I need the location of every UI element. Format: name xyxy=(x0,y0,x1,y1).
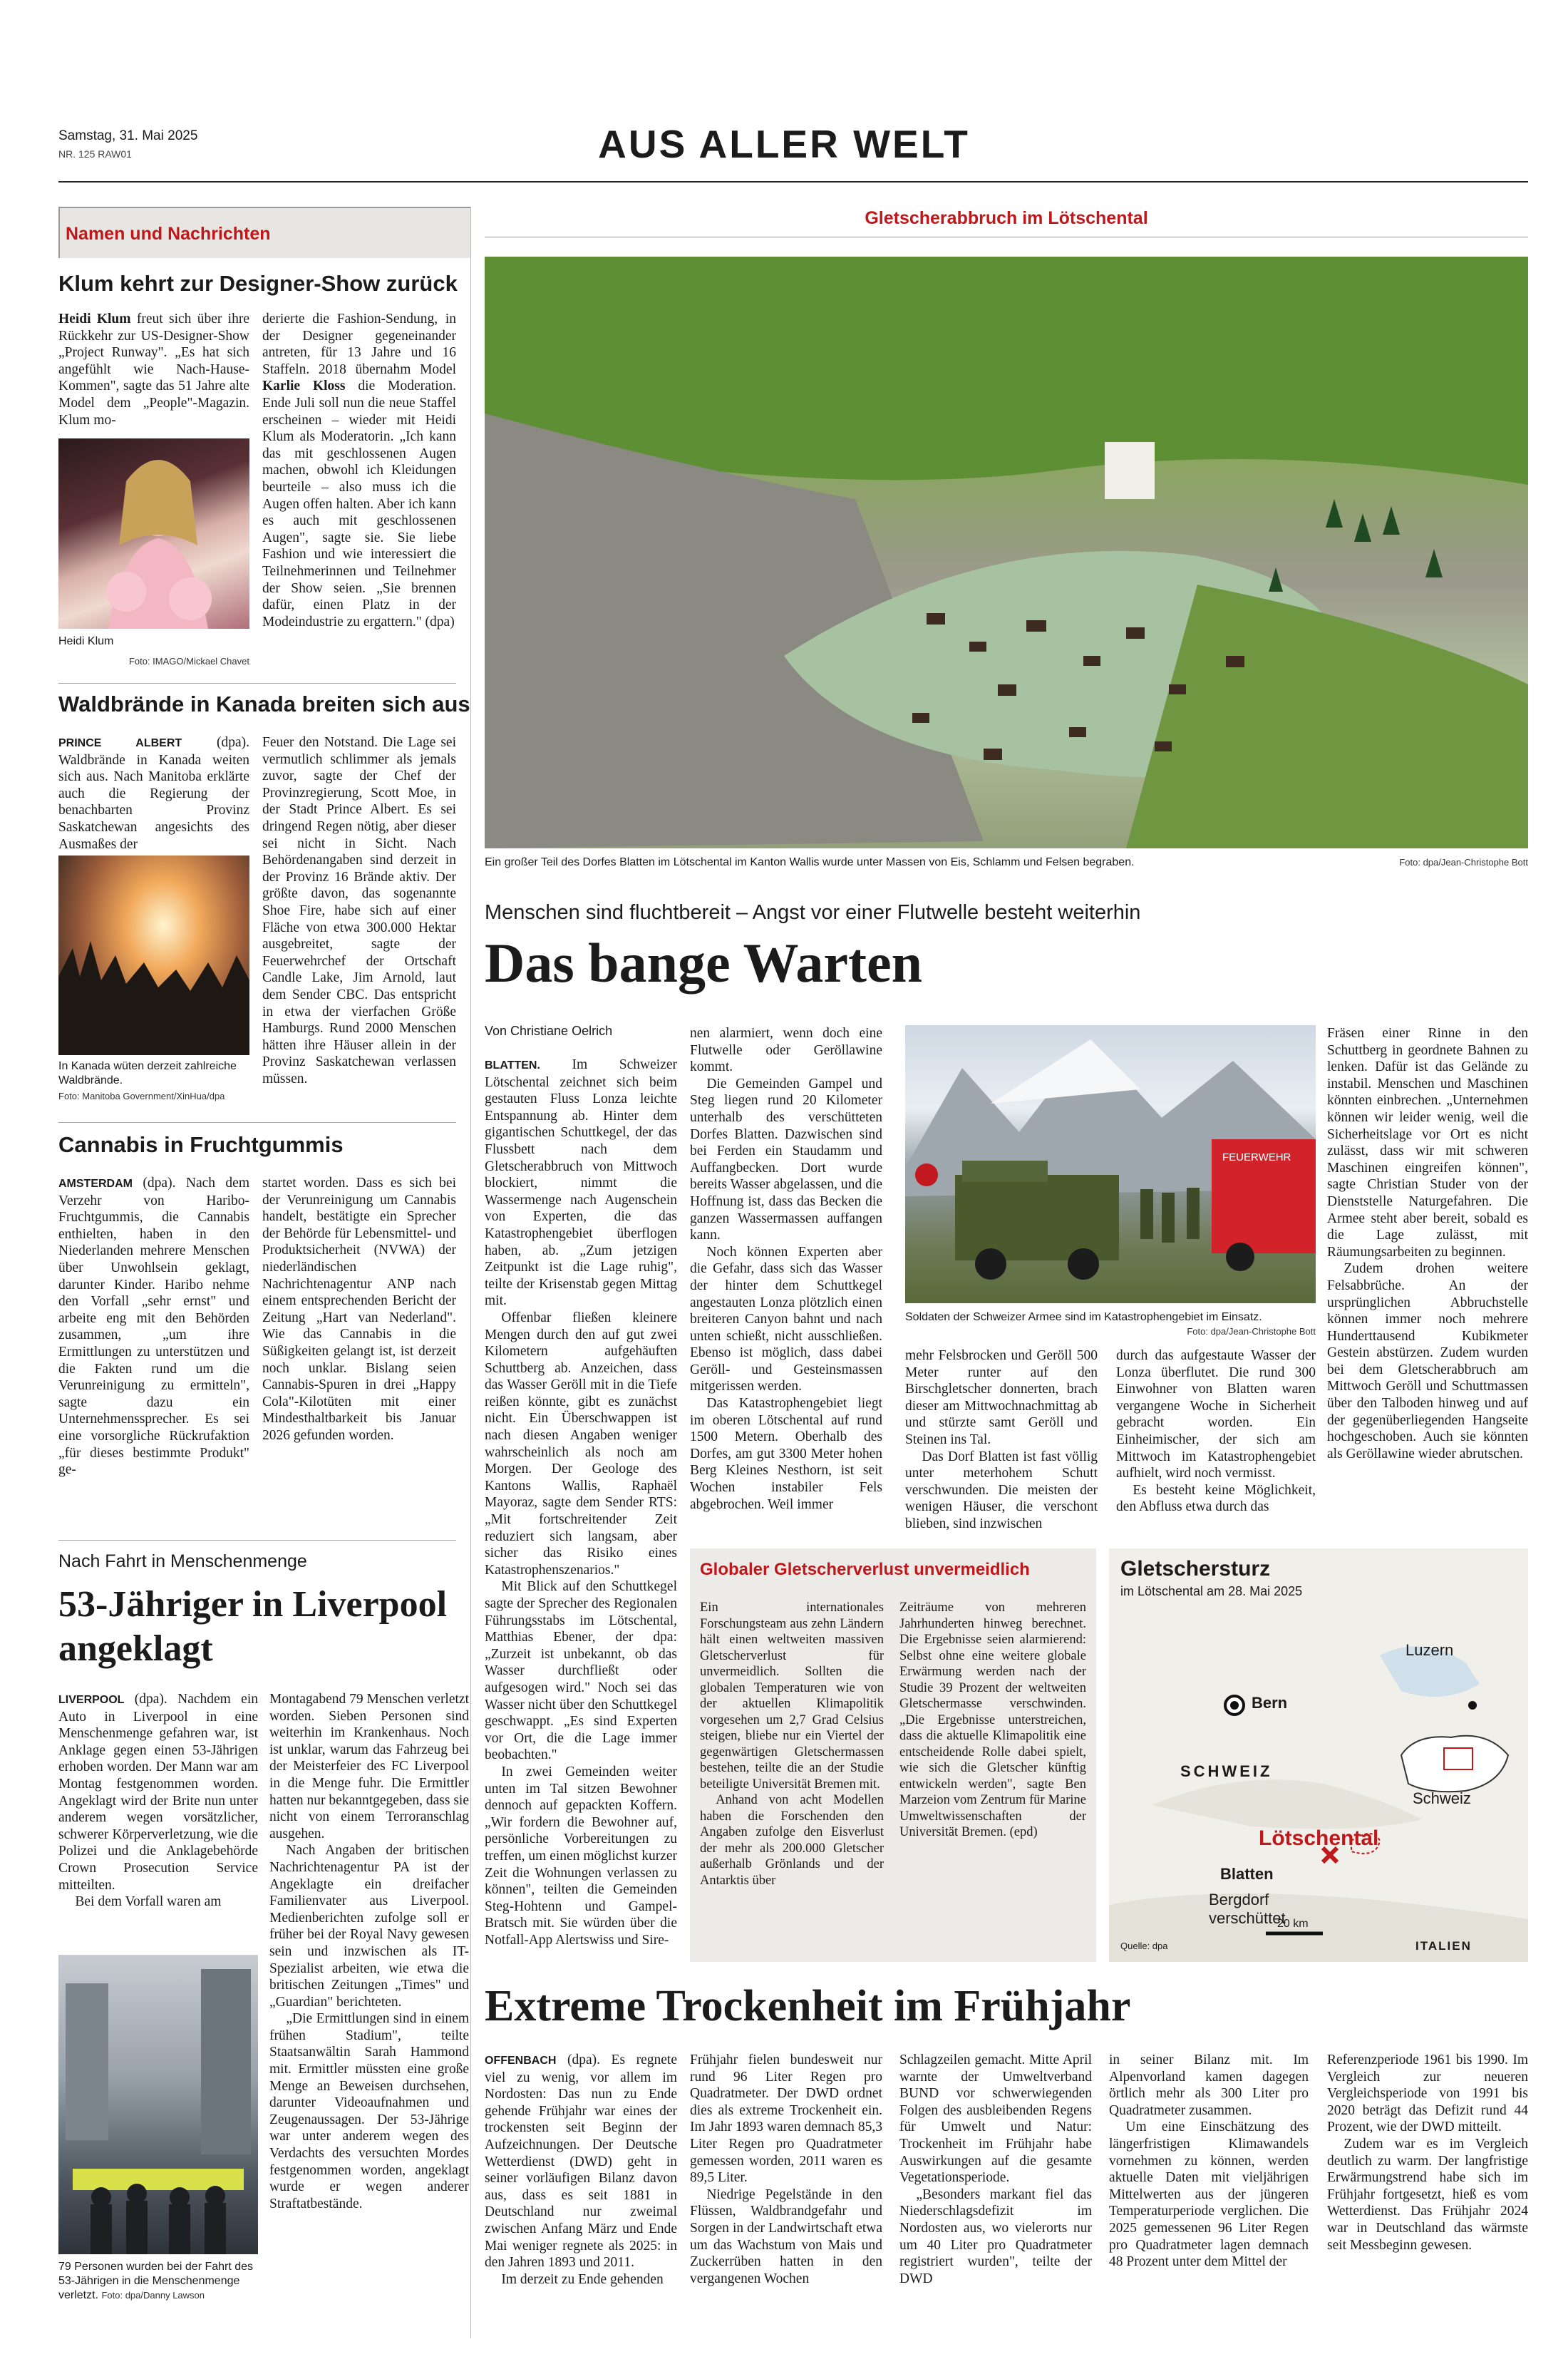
map-source: Quelle: dpa xyxy=(1120,1941,1168,1951)
kanada-headline: Waldbrände in Kanada breiten sich aus xyxy=(58,692,470,716)
cannabis-headline: Cannabis in Fruchtgummis xyxy=(58,1132,344,1157)
flooded-village xyxy=(485,257,1528,848)
klum-credit: Foto: IMAGO/Mickael Chavet xyxy=(128,656,249,667)
liverpool-headline: 53-Jähriger in Liverpool angeklagt xyxy=(58,1584,448,1669)
edition-number: NR. 125 RAW01 xyxy=(58,148,132,160)
liverpool-scene xyxy=(58,1955,258,2254)
info-box-col1: Ein internationales Forschungsteam aus zehn Ländern hält einen weltweiten massiven Gletscherverlust für unvermeidlich. Sollten die globalen Temperaturen wie von der aktuellen Klimapolitik vorgesehen um 2,7 Grad Celsius steigen, bliebe nur ein Viertel der gegenwärtigen Gletschermassen bestehen, teilte die an der Studie beteiligte Universität Bremen mit. Anhand von acht Modellen haben die Forschenden den Angaben zufolge den Eisverlust der mehr als 200.000 Gletscher außerhalb Grönlands und der Antarktis über xyxy=(700,1600,884,1888)
section-label-box xyxy=(58,207,470,258)
divider xyxy=(58,683,456,684)
main-headline: Das bange Warten xyxy=(485,932,922,994)
map-canvas xyxy=(1109,1605,1528,1962)
army-scene xyxy=(905,1025,1316,1303)
main-text-col4: durch das aufgestaute Wasser der Lonza überflutet. Die rund 300 Einwohner von Blatten waren vergangene Woche in Sicherheit gebracht worden. Ein Einheimischer, der sich am Mittwoch im Katastrophengebiet aufhielt, wird noch vermisst. Es besteht keine Möglichkeit, den Abfluss etwa durch das xyxy=(1116,1348,1316,1515)
kanada-credit: Foto: Manitoba Government/XinHua/dpa xyxy=(58,1091,225,1101)
army-credit: Foto: dpa/Jean-Christophe Bott xyxy=(1187,1326,1316,1337)
section-label: Namen und Nachrichten xyxy=(66,224,271,244)
forest-silhouette xyxy=(58,855,249,1055)
kanada-text-col1: PRINCE ALBERT (dpa). Waldbrände in Kanada weiten sich aus. Nach Manitoba erklärte auch die Regierung der benachbarten Provinz Saskatchewan angesichts des Ausmaßes der xyxy=(58,735,249,852)
trocken-text-col2: Frühjahr fielen bundesweit nur rund 96 Liter Regen pro Quadratmeter. Der DWD ordnet dies als extreme Trockenheit ein. Im Jahr 1893 waren demnach 85,3 Liter Regen pro Quadratmeter gemessen worden, 2011 waren es 89,5 Liter. Niedrige Pegelstände in den Flüssen, Waldbrandgefahr und Sorgen in der Landwirtschaft etwa um das Wachstum von Mais und Zuckerrüben hatten in den vergangenen Wochen xyxy=(690,2052,882,2286)
map-label-luzern: Luzern xyxy=(1405,1641,1454,1659)
blatten-photo xyxy=(485,257,1528,848)
truck-label: FEUERWEHR xyxy=(1222,1151,1291,1163)
kanada-caption: In Kanada wüten derzeit zahlreiche Waldbrände. xyxy=(58,1060,237,1086)
klum-headline: Klum kehrt zur Designer-Show zurück xyxy=(58,271,458,296)
map-graphic xyxy=(1109,1548,1528,1962)
map-label-schweiz-inset: Schweiz xyxy=(1413,1789,1471,1807)
liverpool-text-col2: Montagabend 79 Menschen verletzt worden. Sieben Personen sind weiterhin im Krankenhaus. Noch ist unklar, warum das Fahrzeug bei der Meisterfeier des FC Liverpool in die Menge fuhr. Die Ermittler hatten nur bekanntgegeben, dass sie nicht von einem Terroranschlag ausgehen. Nach Angaben der britischen Nachrichtenagentur PA ist der Angeklagte ein dreifacher Familienvater aus Liverpool. Medienberichten zufolge soll er früher bei der Royal Navy gewesen sein und inzwischen als IT-Spezialist arbeiten, wie etwa die britischen Zeitungen „Times" und „Guardian" berichteten. „Die Ermittlungen sind in einem frühen Stadium", teilte Staatsanwältin Sarah Hammond mit. Ermittler müssten eine große Menge an Beweisen durchsehen, darunter Videoaufnahmen und Zeugenaussagen. Der 53-Jährige war unter anderem wegen des Verdachts des versuchten Mordes festgenommen worden, angeklagt wurde er wegen anderer Straftatbestände. xyxy=(269,1692,469,2211)
klum-figure xyxy=(58,438,249,629)
main-text-col1: BLATTEN. Im Schweizer Lötschental zeichnet sich beim gestauten Fluss Lonza leichte Entspannung ab. Hinter dem gigantischen Schuttkegel, der das Flussbett nach dem Gletscherabbruch von Mittwoch blockiert, nimmt die Wassermenge nach Augenschein von Experten, die das Katastrophengebiet überflogen haben, ab. „Zum jetzigen Zeitpunkt ist die Lage ruhig", teilte der Krisenstab gegen Mittag mit. Offenbar fließen kleinere Mengen durch den auf gut zwei Kilometern aufgehäuften Schuttberg ab. Anzeichen, dass das Wasser Geröll mit in die Tiefe reißen könnte, gibt es zunächst nicht. Ein Überschwappen ist nach diesen Angaben weniger wahrscheinlich als noch am Morgen. Der Geologe des Kantons Wallis, Raphaël Mayoraz, sagte dem Sender RTS: „Mit fortschreitender Zeit reduziert sich langsam, aber sicher das Risiko eines Katastrophenszenarios." Mit Blick auf den Schuttkegel sagte der Sprecher des Regionalen Führungsstabs im Lötschental, Matthias Ebener, der dpa: „Zurzeit ist unbekannt, ob das Wasser durchfließt oder aufgesogen wird." Noch sei das Wasser nicht über den Schuttkegel geschwappt. „Es sind Experten vor Ort, die die Lage immer beobachten." In zwei Gemeinden weiter unten im Tal sitzen Bewohner dennoch auf gepackten Koffern. „Wir fordern die Bewohner auf, persönliche Vorbereitungen zu treffen, um einen möglichst kurzer Zeit die Wohnungen verlassen zu können", teilten die Gemeinden Steg-Hohtenn und Gampel-Bratsch mit. Sie würden über die Notfall-App Alertswiss und Sire- xyxy=(485,1057,677,1948)
blatten-credit: Foto: dpa/Jean-Christophe Bott xyxy=(1399,857,1528,868)
army-caption: Soldaten der Schweizer Armee sind im Katastrophengebiet im Einsatz. xyxy=(905,1311,1262,1323)
map-label-loetschental: Lötschental xyxy=(1259,1826,1379,1850)
map-label-bern: Bern xyxy=(1252,1694,1288,1712)
map-label-italien: ITALIEN xyxy=(1415,1939,1472,1953)
map-scale-label: 20 km xyxy=(1277,1918,1309,1930)
cannabis-text-col2: startet worden. Dass es sich bei der Verunreinigung um Cannabis handelt, bestätigte ein Sprecher der Behörde für Lebensmittel- und Produktsicherheit (NVWA) der niederländischen Nachrichtenagentur ANP nach einem entsprechenden Bericht der Zeitung „Hart van Nederland". Wie das Cannabis in die Süßigkeiten gelangt ist, ist derzeit noch unklar. Bislang seien Cannabis-Spuren in drei „Happy Cola"-Kilotüten mit einer Mindesthaltbarkeit bis Januar 2026 gefunden worden. xyxy=(262,1176,456,1443)
main-kicker: Menschen sind fluchtbereit – Angst vor einer Flutwelle besteht weiterhin xyxy=(485,901,1141,924)
map-label-blatten: Blatten xyxy=(1220,1865,1274,1883)
klum-photo xyxy=(58,438,249,629)
blatten-caption: Ein großer Teil des Dorfes Blatten im Lötschental im Kanton Wallis wurde unter Massen von Eis, Schlamm und Felsen begraben. xyxy=(485,856,1135,868)
trocken-text-col3: Schlagzeilen gemacht. Mitte April warnte der Umweltverband BUND vor schwerwiegenden Folgen des ausbleibenden Regens für Umwelt und Natur: Trockenheit im Frühjahr habe Auswirkungen auf die gesamte Vegetationsperiode. „Besonders markant fiel das Niederschlagsdefizit im Nordosten aus, wo vielerorts nur um 40 Liter pro Quadratmeter registriert wurden", teilte der DWD xyxy=(899,2052,1092,2286)
liverpool-text-col1: LIVERPOOL (dpa). Nachdem ein Auto in Liverpool in eine Menschenmenge gefahren war, ist Anklage gegen einen 53-Jährigen erhoben worden. Der Mann war am Montag festgenommen worden. Angeklagt wird der Brite nun unter anderem wegen vorsätzlicher, schwerer Körperverletzung, wie die Polizei und die Anklagebehörde Crown Prosecution Service mitteilten. Bei dem Vorfall waren am xyxy=(58,1692,258,1910)
topic-label: Gletscherabbruch im Lötschental xyxy=(865,208,1148,228)
map-subtitle: im Lötschental am 28. Mai 2025 xyxy=(1120,1584,1303,1598)
map-label-schweiz: SCHWEIZ xyxy=(1180,1762,1273,1780)
masthead-rule xyxy=(58,181,1528,183)
divider xyxy=(58,1122,456,1123)
main-text-col2: nen alarmiert, wenn doch eine Flutwelle oder Geröllawine kommt. Die Gemeinden Gampel und Steg liegen rund 20 Kilometer unterhalb des verschütteten Dorfes Blatten. Dazwischen sind bei Ferden ein Staudamm und Auffangbecken. Dort wurde bereits Wasser abgelassen, und die Hoffnung ist, dass das Becken die ganzen Wassermassen auffangen kann. Noch können Experten aber die Gefahr, dass sich das Wasser der hinter dem Schuttkegel angestauten Lonza plötzlich einen breiteren Canyon bahnt und nach unten schießt, nicht ausschließen. Ebenso ist möglich, dass dabei Geröll- und Gesteinsmassen mitgerissen werden. Das Katastrophengebiet liegt im oberen Lötschental auf rund 1500 Metern. Oberhalb des Dorfes, am gut 3300 Meter hohen Berg Kleines Nesthorn, ist seit Wochen instabiler Fels abgebrochen. Weil immer xyxy=(690,1026,882,1512)
trocken-text-col1: OFFENBACH (dpa). Es regnete viel zu wenig, vor allem im Nordosten: Das nun zu Ende gehende Frühjahr war eines der trockensten seit Beginn der Aufzeichnungen. Der Deutsche Wetterdienst (DWD) geht in seiner vorläufigen Bilanz davon aus, dass es seit 1881 in Deutschland nur zweimal zwischen Anfang März und Ende Mai weniger regnete als 2025: in den Jahren 1893 und 2011. Im derzeit zu Ende gehenden xyxy=(485,2052,677,2287)
divider xyxy=(58,1540,456,1541)
main-text-col3: mehr Felsbrocken und Geröll 500 Meter runter auf den Birschgletscher donnerten, brach dieser am Mittwochnachmittag ab und stürzte samt Geröll und Steinen ins Tal. Das Dorf Blatten ist fast völlig unter meterhohem Schutt verschwunden. Die meisten der wenigen Häuser, die verschont blieben, sind inzwischen xyxy=(905,1348,1098,1531)
info-box-title: Globaler Gletscherverlust unvermeidlich xyxy=(700,1560,1030,1579)
trocken-text-col4: in seiner Bilanz mit. Im Alpenvorland kamen dagegen örtlich mehr als 300 Liter pro Quadratmeter zusammen. Um eine Einschätzung des längerfristigen Klimawandels vornehmen zu können, werden aktuelle Daten mit vieljährigen Mittelwerten aus der jüngeren Temperaturperiode verglichen. Die 2025 gemessenen 96 Liter Regen pro Quadratmeter lagen demnach 48 Prozent unter dem Mittel der xyxy=(1109,2052,1309,2270)
liverpool-caption: 79 Personen wurden bei der Fahrt des 53-Jährigen in die Menschenmenge verletzt. Foto: dpa/Danny Lawson xyxy=(58,2261,254,2301)
army-photo xyxy=(905,1025,1316,1303)
liverpool-photo xyxy=(58,1955,258,2254)
column-rule xyxy=(470,207,471,2338)
trocken-headline: Extreme Trockenheit im Frühjahr xyxy=(485,1982,1131,2030)
klum-text-col1: Heidi Klum freut sich über ihre Rückkehr zur US-Designer-Show „Project Runway". „Es hat sich angefühlt wie Nach-Hause-Kommen", sagte das 51 Jahre alte Model dem „People"-Magazin. Klum mo- xyxy=(58,312,249,428)
cannabis-text-col1: AMSTERDAM (dpa). Nach dem Verzehr von Haribo-Fruchtgummis, die Cannabis enthielten, haben in den Niederlanden mehrere Menschen über Unwohlsein geklagt, darunter Kinder. Haribo nehme den Vorfall „sehr ernst" und arbeite eng mit den Behörden zusammen, „um ihre Ermittlungen zu unterstützen und die Fakten rund um die Verunreinigung zu ermitteln", sagte dazu ein Unternehmenssprecher. Es sei eine vorsorgliche Rückrufaktion „für dieses bestimmte Produkt" ge- xyxy=(58,1176,249,1478)
info-box xyxy=(690,1548,1096,1962)
issue-date: Samstag, 31. Mai 2025 xyxy=(58,128,198,143)
section-title: AUS ALLER WELT xyxy=(598,122,970,166)
info-box-col2: Zeiträume von mehreren Jahrhunderten hinweg berechnet. Die Ergebnisse seien alarmierend: Selbst ohne eine weitere globale Erwärmung werden nach der Studie 39 Prozent der weltweiten Gletschermasse verschwinden. „Die Ergebnisse unterstreichen, dass die aktuelle Klimapolitik eine entscheidende Rolle dabei spielt, wie sich die Gletscher künftig entwickeln werden", sagte Ben Marzeion vom Zentrum für Marine Umweltwissenschaften der Universität Bremen. (epd) xyxy=(899,1600,1086,1839)
kanada-text-col2: Feuer den Notstand. Die Lage sei vermutlich schlimmer als jemals zuvor, sagte der Chef der Provinzregierung, Scott Moe, in der Stadt Prince Albert. Es sei dringend Regen nötig, aber dieser sei nicht in Sicht. Nach Behördenangaben sind derzeit in der Provinz 16 Brände aktiv. Der größte davon, das sogenannte Shoe Fire, habe sich auf einer Fläche von etwa 300.000 Hektar ausgebreitet, sagte der Feuerwehrchef der Ortschaft Candle Lake, Jim Arnold, laut dem Sender CBC. Das entspricht in etwa der vierfachen Größe Hamburgs. Rund 2000 Menschen hätten ihre Häuser allein in der Provinz Saskatchewan verlassen müssen. xyxy=(262,735,456,1086)
klum-text-col2: derierte die Fashion-Sendung, in der Designer gegeneinander antreten, für 13 Jahre und 16 Staffeln. 2018 übernahm Model Karlie Kloss die Moderation. Ende Juli soll nun die neue Staffel erscheinen – wieder mit Heidi Klum als Moderatorin. „Ich kann das mit geschlossenen Augen machen, obwohl ich Kleidungen beurteile – also muss ich die Augen offen halten. Aber ich kann es auch mit geschlossenen Augen", sagte sie. Sie liebe Fashion und wie interessiert die Teilnehmerinnen und Teilnehmer der Show seien. „Sie brennen dafür, einen Platz in der Modeindustrie zu ergattern." (dpa) xyxy=(262,312,456,630)
kanada-photo xyxy=(58,855,249,1055)
map-label-bergdorf: Bergdorf verschüttet xyxy=(1209,1891,1286,1927)
map-title: Gletschersturz xyxy=(1120,1557,1271,1581)
main-byline: Von Christiane Oelrich xyxy=(485,1024,613,1038)
klum-caption: Heidi Klum xyxy=(58,635,114,647)
main-text-col5: Fräsen einer Rinne in den Schuttberg in geordnete Bahnen zu lenken. Dafür ist das Gelände zu instabil. Menschen und Maschinen könnten einbrechen. „Unternehmen können wir leider wenig, weil die Sicherheitslage vor Ort es nicht zulässt, dass wir mit schweren Maschinen eingreifen können", sagte Christian Studer von der Dienststelle Naturgefahren. Die Armee steht aber bereit, sobald es die Lage zulässt, mit Räumungsarbeiten zu beginnen. Zudem drohen weitere Felsabbrüche. An der ursprünglichen Abbruchstelle können immer noch mehrere Hunderttausend Kubikmeter Gestein abstürzen. Zudem wurden bei dem Gletscherabbruch am Mittwoch Geröll und Schuttmassen über den Talboden hinweg und auf der gegenüberliegenden Hangseite hochgeschoben. Auch sie könnten als Geröllawine wieder abrutschen. xyxy=(1327,1026,1528,1461)
trocken-text-col5: Referenzperiode 1961 bis 1990. Im Vergleich zur neueren Vergleichsperiode von 1991 bis 2020 beträgt das Defizit rund 44 Prozent, wie der DWD mitteilt. Zudem war es im Vergleich deutlich zu warm. Der langfristige Erwärmungstrend habe sich im Frühjahr fortgesetzt, hieß es vom Wetterdienst. Das Frühjahr 2024 war in Deutschland das wärmste seit Messbeginn gewesen. xyxy=(1327,2052,1528,2253)
liverpool-kicker: Nach Fahrt in Menschenmenge xyxy=(58,1551,307,1571)
